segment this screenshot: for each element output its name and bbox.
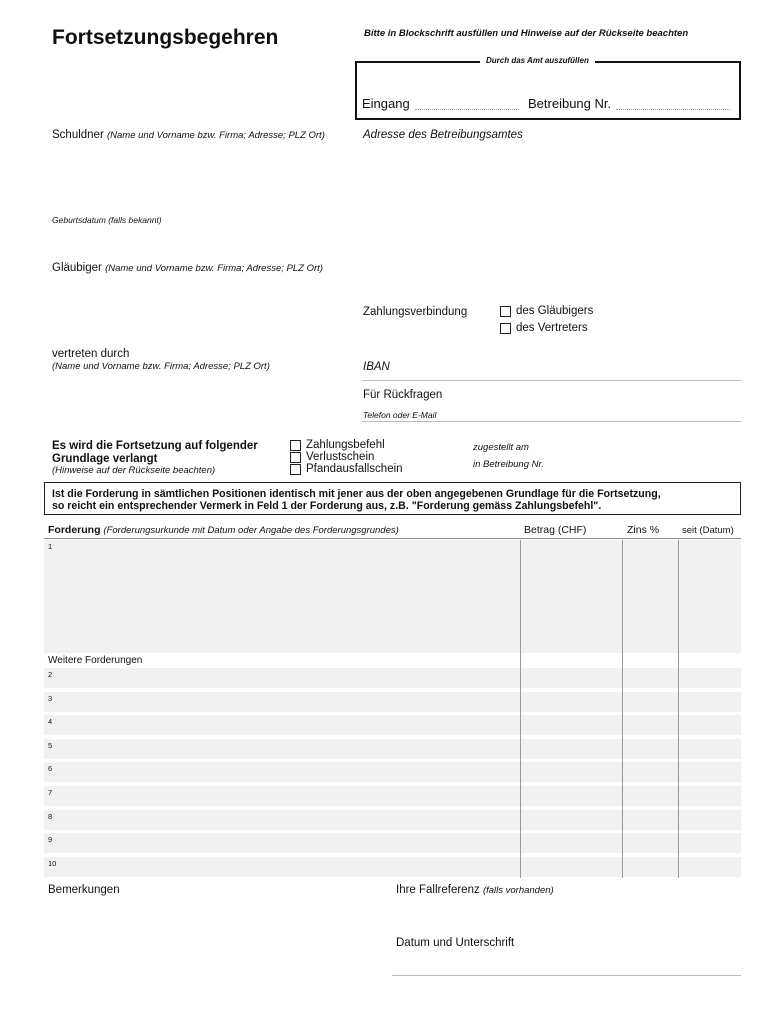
- rueckfragen-label: Für Rückfragen: [363, 389, 443, 401]
- forderung-row[interactable]: [44, 715, 741, 735]
- grundlage-hint: (Hinweise auf der Rückseite beachten): [52, 465, 216, 476]
- notice-line-1: Ist die Forderung in sämtlichen Positionen identisch mit jener aus der oben angegebenen Grundlage für die Fortsetzung,: [52, 488, 661, 500]
- row-number: 1: [48, 542, 53, 551]
- column-divider-betrag: [520, 540, 521, 878]
- row-number: 9: [48, 835, 53, 844]
- checkbox-des-vertreters[interactable]: [500, 323, 511, 334]
- option-des-vertreters: des Vertreters: [516, 322, 588, 334]
- signature-line[interactable]: [392, 975, 741, 976]
- fallreferenz-label: Ihre Fallreferenz (falls vorhanden): [396, 884, 554, 896]
- row-number: 4: [48, 717, 53, 726]
- checkbox-des-glaeubigers[interactable]: [500, 306, 511, 317]
- forderung-row[interactable]: [44, 857, 741, 877]
- notice-line-2: so reicht ein entsprechender Vermerk in Feld 1 der Forderung aus, z.B. "Forderung gemäss Zahlungsbefehl".: [52, 500, 602, 512]
- forderung-row[interactable]: [44, 668, 741, 688]
- grundlage-heading-1: Es wird die Fortsetzung auf folgender: [52, 440, 258, 452]
- iban-line[interactable]: [362, 380, 741, 381]
- kontakt-line[interactable]: [362, 421, 741, 422]
- eingang-label: Eingang: [362, 96, 410, 111]
- option-des-glaeubigers: des Gläubigers: [516, 305, 594, 317]
- checkbox-zahlungsbefehl[interactable]: [290, 440, 301, 451]
- page-title: Fortsetzungsbegehren: [52, 26, 279, 49]
- betreibung-label: Betreibung Nr.: [528, 96, 612, 111]
- option-verlustschein: Verlustschein: [306, 451, 375, 463]
- bemerkungen-label: Bemerkungen: [48, 884, 120, 896]
- option-zahlungsbefehl: Zahlungsbefehl: [306, 439, 385, 451]
- forderung-row[interactable]: [44, 833, 741, 853]
- grundlage-betreibung-label: in Betreibung Nr.: [473, 459, 544, 470]
- vertreten-hint: (Name und Vorname bzw. Firma; Adresse; PLZ Ort): [52, 361, 270, 372]
- schuldner-hint: (Name und Vorname bzw. Firma; Adresse; PLZ Ort): [107, 130, 325, 141]
- checkbox-pfandausfallschein[interactable]: [290, 464, 301, 475]
- glaeubiger-hint: (Name und Vorname bzw. Firma; Adresse; PLZ Ort): [105, 263, 323, 274]
- office-box-legend: Durch das Amt auszufüllen: [480, 56, 595, 65]
- betreibungsamt-address-label: Adresse des Betreibungsamtes: [363, 129, 523, 141]
- option-pfandausfallschein: Pfandausfallschein: [306, 463, 403, 475]
- table-header-line: [44, 538, 741, 539]
- forderung-row[interactable]: [44, 692, 741, 712]
- forderung-header: Forderung (Forderungsurkunde mit Datum oder Angabe des Forderungsgrundes): [48, 524, 399, 536]
- forderung-row[interactable]: [44, 739, 741, 759]
- fallreferenz-hint: (falls vorhanden): [482, 885, 554, 896]
- forderung-row[interactable]: [44, 762, 741, 782]
- bemerkungen-field[interactable]: [48, 900, 378, 980]
- grundlage-heading-2: Grundlage verlangt: [52, 453, 158, 465]
- schuldner-label: Schuldner (Name und Vorname bzw. Firma; Adresse; PLZ Ort): [52, 129, 325, 141]
- weitere-forderungen-label: Weitere Forderungen: [48, 655, 143, 666]
- row-number: 10: [48, 859, 57, 868]
- row-number: 5: [48, 741, 53, 750]
- eingang-field[interactable]: [415, 96, 519, 110]
- forderung-row[interactable]: [44, 786, 741, 806]
- glaeubiger-label: Gläubiger (Name und Vorname bzw. Firma; Adresse; PLZ Ort): [52, 262, 323, 274]
- betrag-header: Betrag (CHF): [524, 524, 587, 536]
- datum-unterschrift-label: Datum und Unterschrift: [396, 937, 515, 949]
- row-number: 3: [48, 694, 53, 703]
- seit-header: seit (Datum): [682, 525, 734, 536]
- iban-label: IBAN: [363, 361, 390, 373]
- fill-hint: Bitte in Blockschrift ausfüllen und Hinweise auf der Rückseite beachten: [364, 28, 689, 39]
- row-number: 6: [48, 764, 53, 773]
- glaeubiger-field[interactable]: [52, 280, 347, 340]
- vertreten-label: vertreten durch: [52, 348, 130, 360]
- kontakt-label: Telefon oder E-Mail: [363, 410, 437, 420]
- zahlungsverbindung-label: Zahlungsverbindung: [363, 306, 468, 318]
- forderung-row[interactable]: [44, 810, 741, 830]
- betreibung-field[interactable]: [616, 96, 730, 110]
- schuldner-field[interactable]: [52, 145, 347, 209]
- row-number: 7: [48, 788, 53, 797]
- row-number: 2: [48, 670, 53, 679]
- forderung-hint: (Forderungsurkunde mit Datum oder Angabe des Forderungsgrundes): [103, 525, 399, 536]
- zugestellt-label: zugestellt am: [473, 442, 529, 453]
- forderung-row-1[interactable]: [44, 540, 741, 653]
- checkbox-verlustschein[interactable]: [290, 452, 301, 463]
- row-number: 8: [48, 812, 53, 821]
- office-box: [355, 61, 741, 120]
- zins-header: Zins %: [627, 524, 660, 536]
- column-divider-seit: [678, 540, 679, 878]
- column-divider-zins: [622, 540, 623, 878]
- geburtsdatum-label: Geburtsdatum (falls bekannt): [52, 215, 162, 225]
